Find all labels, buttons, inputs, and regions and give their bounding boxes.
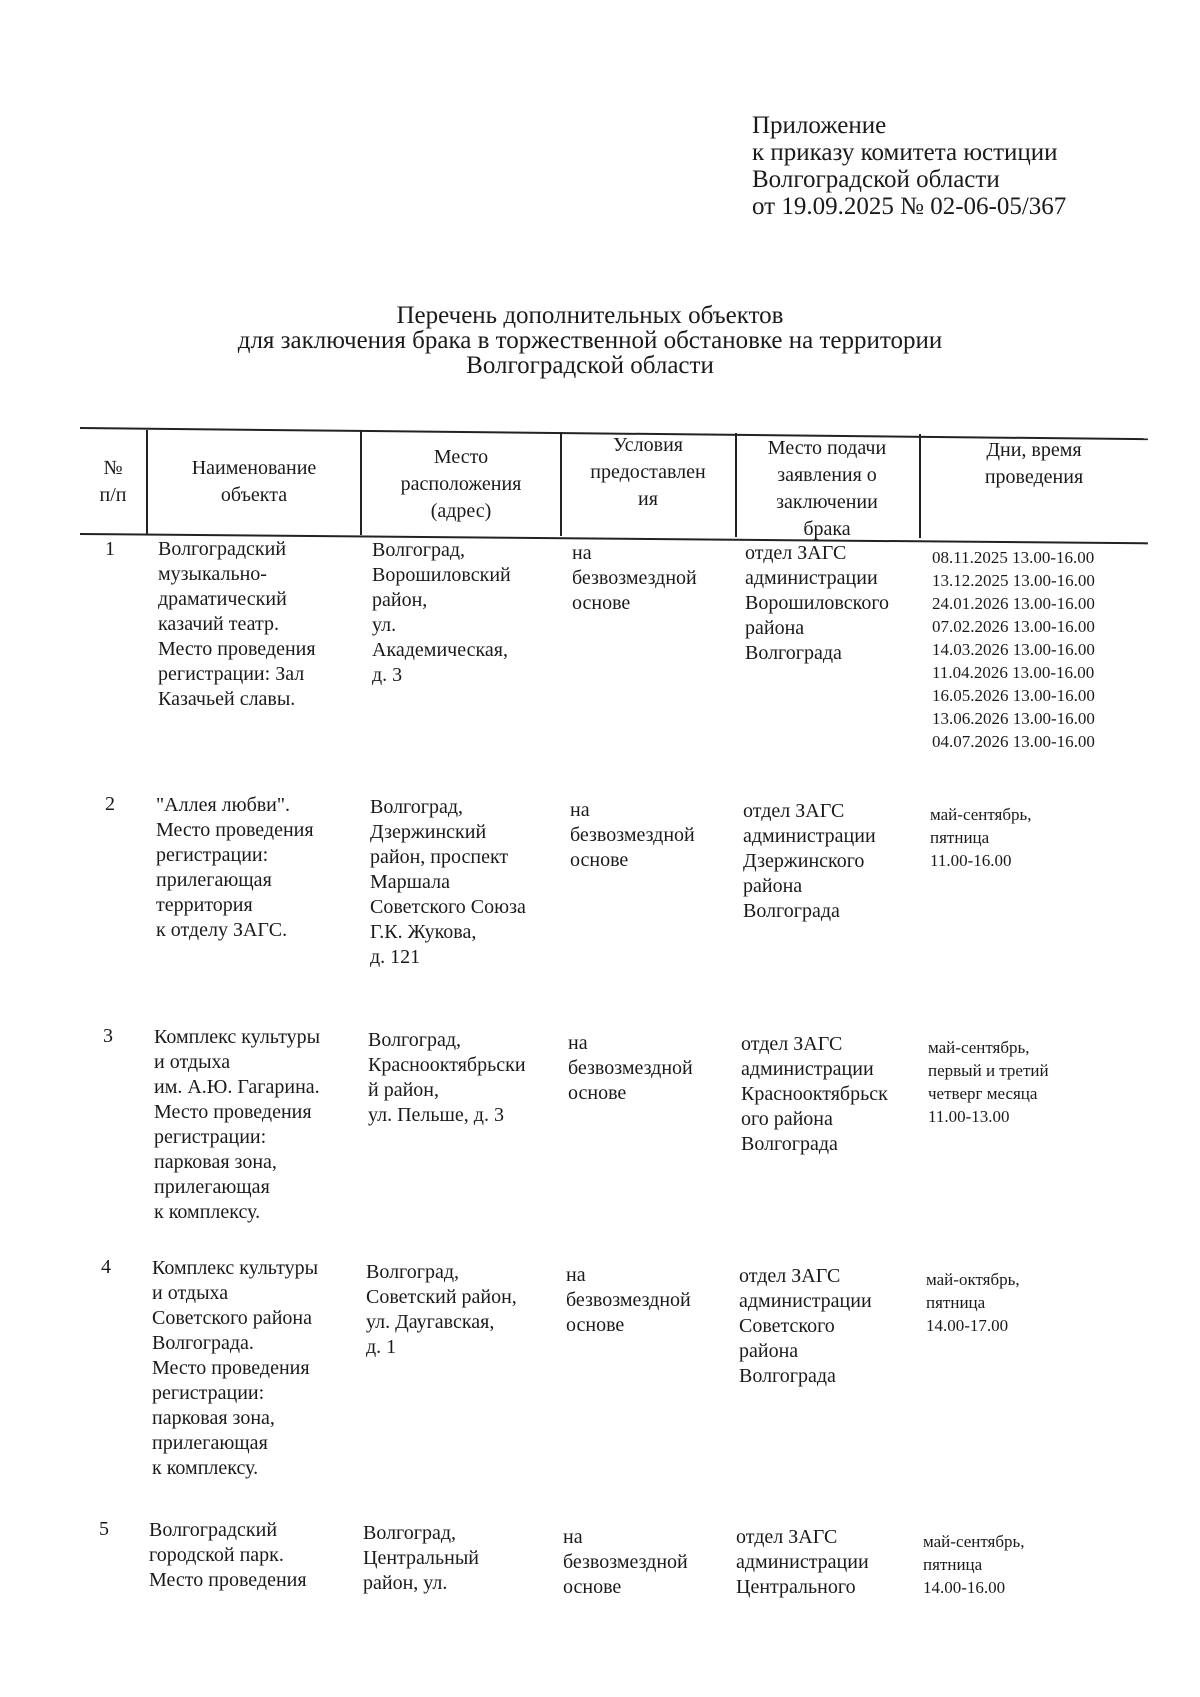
- table-row-5-address: Волгоград, Центральный район, ул.: [363, 1522, 480, 1594]
- table-row-4-num: 4: [101, 1256, 111, 1278]
- table-row-4-schedule: май-октябрь, пятница 14.00-17.00: [926, 1270, 1020, 1335]
- header-schedule: Дни, время проведения: [984, 439, 1084, 488]
- table-row-5-office: отдел ЗАГС администрации Центрального: [736, 1526, 869, 1598]
- column-divider: [560, 432, 562, 536]
- header-name: Наименование объекта: [191, 457, 317, 506]
- appendix-line-1: Приложение: [752, 112, 887, 139]
- table-row-4-name: Комплекс культуры и отдыха Советского района Волгограда. Место проведения регистрации: парковая зона, прилегающая к комплексу.: [152, 1257, 319, 1479]
- table-row-3-address: Волгоград, Краснооктябрьски й район, ул. Пельше, д. 3: [368, 1029, 526, 1126]
- header-conditions: Условия предоставлен ия: [590, 434, 706, 510]
- header-office: Место подачи заявления о заключении брака: [767, 437, 887, 540]
- table-row-2-num: 2: [105, 793, 115, 815]
- table-row-2-office: отдел ЗАГС администрации Дзержинского района Волгограда: [743, 800, 876, 922]
- header-address: Место расположения (адрес): [400, 446, 522, 522]
- table-row-1-address: Волгоград, Ворошиловский район, ул. Академическая, д. 3: [372, 539, 511, 686]
- table-row-3-schedule: май-сентябрь, первый и третий четверг месяца 11.00-13.00: [928, 1038, 1049, 1126]
- appendix-line-3: Волгоградской области: [752, 166, 1000, 193]
- table-row-4-office: отдел ЗАГС администрации Советского района Волгограда: [739, 1265, 872, 1387]
- column-divider: [735, 433, 737, 537]
- title-line-3: Волгоградской области: [466, 352, 714, 379]
- table-row-1-office: отдел ЗАГС администрации Ворошиловского района Волгограда: [745, 542, 890, 664]
- table-row-2-conditions: на безвозмездной основе: [570, 799, 695, 871]
- column-divider: [360, 431, 362, 535]
- header-num: № п/п: [99, 457, 127, 506]
- appendix-line-4: от 19.09.2025 № 02-06-05/367: [752, 193, 1067, 220]
- table-row-3-office: отдел ЗАГС администрации Краснооктябрьск ого района Волгограда: [741, 1033, 888, 1155]
- title-line-2: для заключения брака в торжественной обстановке на территории: [237, 327, 943, 354]
- table-row-2-name: "Аллея любви". Место проведения регистрации: прилегающая территория к отделу ЗАГС.: [156, 794, 314, 941]
- table-row-5-name: Волгоградский городской парк. Место проведения: [149, 1519, 307, 1591]
- table-row-2-address: Волгоград, Дзержинский район, проспект Маршала Советского Союза Г.К. Жукова, д. 121: [370, 796, 526, 968]
- table-row-2-schedule: май-сентябрь, пятница 11.00-16.00: [930, 805, 1032, 870]
- table-row-4-address: Волгоград, Советский район, ул. Даугавская, д. 1: [366, 1261, 517, 1358]
- table-row-5-num: 5: [99, 1518, 109, 1540]
- column-divider: [146, 430, 148, 534]
- column-divider: [919, 434, 921, 538]
- table-row-5-conditions: на безвозмездной основе: [563, 1526, 688, 1598]
- appendix-line-2: к приказу комитета юстиции: [752, 139, 1058, 166]
- table-row-1-num: 1: [105, 538, 115, 560]
- table-row-3-num: 3: [103, 1025, 113, 1047]
- table-row-3-conditions: на безвозмездной основе: [568, 1032, 693, 1104]
- table-row-5-schedule: май-сентябрь, пятница 14.00-16.00: [923, 1532, 1025, 1597]
- title-line-1: Перечень дополнительных объектов: [396, 302, 784, 329]
- table-row-1-name: Волгоградский музыкально- драматический казачий театр. Место проведения регистрации: Зал Казачьей славы.: [158, 538, 316, 710]
- table-row-4-conditions: на безвозмездной основе: [566, 1264, 691, 1336]
- table-row-3-name: Комплекс культуры и отдыха им. А.Ю. Гагарина. Место проведения регистрации: парковая зона, прилегающая к комплексу.: [154, 1026, 321, 1223]
- table-row-1-schedule: 08.11.2025 13.00-16.00 13.12.2025 13.00-16.00 24.01.2026 13.00-16.00 07.02.2026 13.00-16.00 14.03.2026 13.00-16.00 11.04.2026 13.00-16.00 16.05.2026 13.00-16.00 13.06.2026 13.00-16.00 04.07.2026 13.00-16.00: [932, 548, 1095, 751]
- table-row-1-conditions: на безвозмездной основе: [572, 542, 697, 614]
